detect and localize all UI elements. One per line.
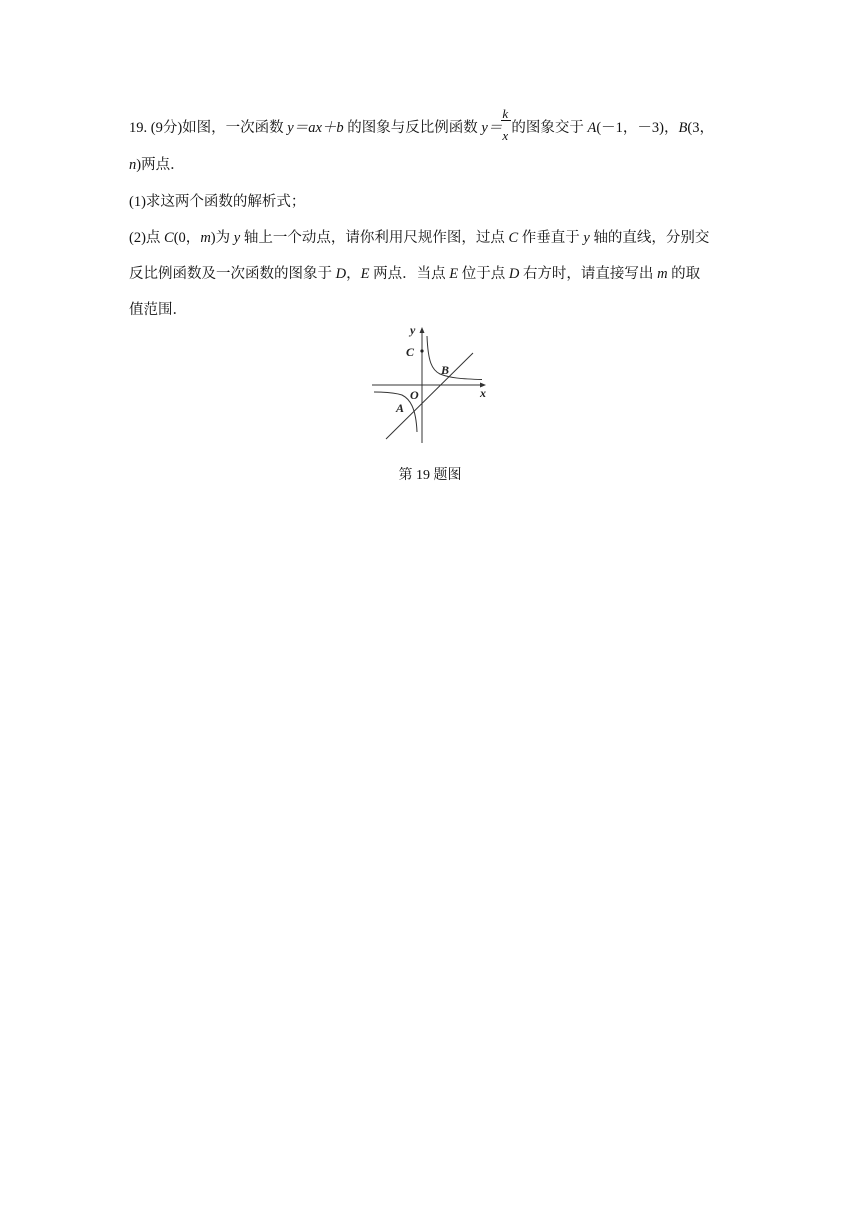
point-B-label: B xyxy=(678,120,688,136)
point-C-label: C xyxy=(164,230,174,246)
variable-y: y xyxy=(583,230,590,246)
figure-caption: 第 19 题图 xyxy=(398,468,462,483)
text-segment: 如图，一次函数 xyxy=(182,120,288,136)
point-A-label: A xyxy=(396,401,405,415)
fraction-numerator: k xyxy=(502,106,509,121)
point-B-coords-open: (3， xyxy=(687,120,714,136)
point-C-label: C xyxy=(406,345,415,359)
text-segment: ， xyxy=(346,266,361,282)
point-A-coords: (－1，－3)， xyxy=(596,120,679,136)
text-segment: )为 xyxy=(210,230,234,246)
coordinate-figure xyxy=(370,322,490,448)
point-E-label: E xyxy=(449,266,459,282)
text-segment: 反比例函数及一次函数的图象于 xyxy=(129,266,336,282)
linear-formula: y＝ax＋b xyxy=(287,120,344,136)
problem-points: (9分) xyxy=(150,120,183,136)
point-C-label: C xyxy=(508,230,519,246)
text-segment: 右方时，请直接写出 xyxy=(519,266,658,282)
problem-line-1 xyxy=(129,106,714,143)
variable-m: m xyxy=(200,230,211,246)
text-segment: (2)点 xyxy=(129,230,165,246)
x-axis-label: x xyxy=(480,386,486,400)
point-D-label: D xyxy=(335,266,347,282)
part-2-line-2 xyxy=(129,267,700,282)
point-A-label: A xyxy=(587,120,597,136)
variable-m: m xyxy=(657,266,668,282)
point-D-label: D xyxy=(508,266,520,282)
text-segment: 作垂直于 xyxy=(518,230,584,246)
variable-n: n xyxy=(129,157,137,173)
fraction-bar xyxy=(501,120,511,121)
problem-number: 19. xyxy=(129,120,148,136)
text-segment: 位于点 xyxy=(458,266,509,282)
text-segment: (0， xyxy=(173,230,201,246)
variable-y: y xyxy=(233,230,241,246)
text-segment: 的图象与反比例函数 xyxy=(343,120,482,136)
text-segment: 轴的直线，分别交 xyxy=(589,230,710,246)
text-segment: 两点．当点 xyxy=(369,266,450,282)
text-segment: 的图象交于 xyxy=(511,120,588,136)
point-C-dot xyxy=(420,349,423,352)
inverse-y-eq: y＝ xyxy=(481,120,503,136)
text-segment: 的取 xyxy=(667,266,701,282)
point-B-label: B xyxy=(441,363,450,377)
origin-label: O xyxy=(410,388,419,402)
problem-line-2 xyxy=(129,158,185,173)
linear-function-line xyxy=(386,353,473,439)
text-segment: 轴上一个动点，请你利用尺规作图，过点 xyxy=(240,230,509,246)
y-axis-label: y xyxy=(410,323,416,337)
part-1: (1)求这两个函数的解析式； xyxy=(129,194,306,210)
part-2-line-3: 值范围． xyxy=(129,302,187,318)
fraction-denominator: x xyxy=(502,128,509,143)
part-2-line-1 xyxy=(129,231,709,246)
figure xyxy=(370,322,490,448)
y-axis-arrow xyxy=(420,327,425,333)
point-E-label: E xyxy=(360,266,370,282)
text-segment: )两点． xyxy=(136,157,185,173)
hyperbola-branch-q1 xyxy=(427,336,482,380)
fraction-k-over-x xyxy=(502,106,511,143)
